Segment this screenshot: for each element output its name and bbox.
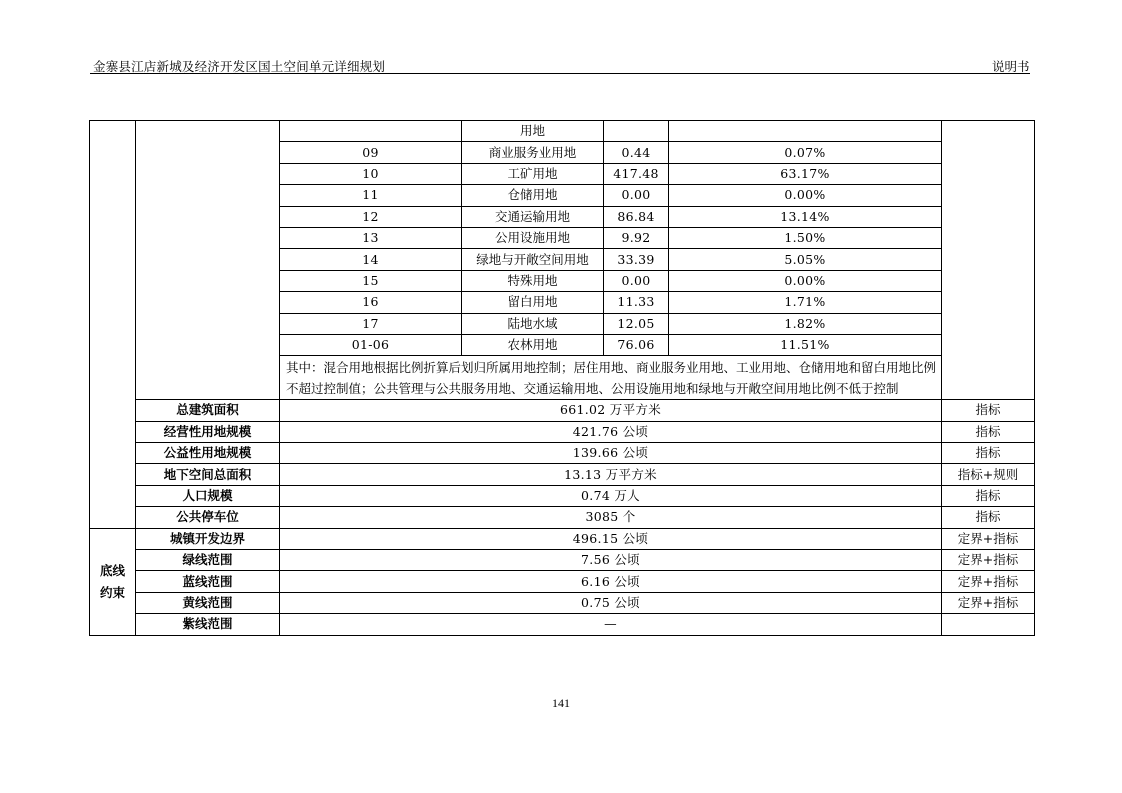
land-code-cell: 01-06 — [280, 334, 462, 355]
indicator-label: 公共停车位 — [136, 507, 280, 528]
baseline-type: 定界+指标 — [942, 571, 1035, 592]
control-type-cell — [942, 121, 1035, 400]
indicator-value: 3085 个 — [280, 507, 942, 528]
land-code-cell: 11 — [280, 185, 462, 206]
land-name-cell: 工矿用地 — [462, 163, 604, 184]
indicator-type: 指标 — [942, 485, 1035, 506]
land-pct-cell: 5.05% — [669, 249, 942, 270]
indicator-value: 139.66 公顷 — [280, 443, 942, 464]
baseline-value: 6.16 公顷 — [280, 571, 942, 592]
land-name-cell: 用地 — [462, 121, 604, 142]
land-code-cell: 09 — [280, 142, 462, 163]
indicator-row — [90, 485, 1035, 506]
baseline-value: — — [280, 614, 942, 635]
indicator-label: 总建筑面积 — [136, 400, 280, 421]
land-code-cell: 16 — [280, 292, 462, 313]
land-code-cell — [280, 121, 462, 142]
header-divider — [90, 73, 1030, 74]
land-pct-cell — [669, 121, 942, 142]
land-pct-cell: 1.71% — [669, 292, 942, 313]
baseline-label: 黄线范围 — [136, 592, 280, 613]
land-area-cell: 9.92 — [604, 227, 669, 248]
land-area-cell: 76.06 — [604, 334, 669, 355]
indicator-type: 指标 — [942, 421, 1035, 442]
baseline-label: 绿线范围 — [136, 550, 280, 571]
land-pct-cell: 0.00% — [669, 185, 942, 206]
planning-indicator-table — [89, 120, 1035, 636]
baseline-row — [90, 571, 1035, 592]
baseline-row — [90, 528, 1035, 549]
land-code-cell: 14 — [280, 249, 462, 270]
land-pct-cell: 11.51% — [669, 334, 942, 355]
table-row — [90, 121, 1035, 142]
indicator-row — [90, 464, 1035, 485]
land-name-cell: 陆地水域 — [462, 313, 604, 334]
baseline-label: 城镇开发边界 — [136, 528, 280, 549]
baseline-group-label — [90, 528, 136, 635]
baseline-type: 定界+指标 — [942, 550, 1035, 571]
land-code-cell: 15 — [280, 270, 462, 291]
land-area-cell: 11.33 — [604, 292, 669, 313]
document-type: 说明书 — [992, 59, 1030, 74]
land-code-cell: 12 — [280, 206, 462, 227]
land-pct-cell: 0.00% — [669, 270, 942, 291]
land-name-cell: 留白用地 — [462, 292, 604, 313]
page-number: 141 — [552, 696, 570, 710]
land-pct-cell: 0.07% — [669, 142, 942, 163]
indicator-type: 指标 — [942, 400, 1035, 421]
land-code-cell: 17 — [280, 313, 462, 334]
indicator-label: 地下空间总面积 — [136, 464, 280, 485]
indicator-label: 人口规模 — [136, 485, 280, 506]
indicator-row — [90, 400, 1035, 421]
baseline-label: 蓝线范围 — [136, 571, 280, 592]
baseline-group-label-line: 约束 — [99, 584, 125, 600]
baseline-group-label-line: 底线 — [99, 562, 125, 578]
land-area-cell: 86.84 — [604, 206, 669, 227]
baseline-value: 496.15 公顷 — [280, 528, 942, 549]
baseline-row — [90, 592, 1035, 613]
land-pct-cell: 13.14% — [669, 206, 942, 227]
baseline-type — [942, 614, 1035, 635]
section-label-cell — [90, 121, 136, 529]
land-area-cell: 12.05 — [604, 313, 669, 334]
land-name-cell: 绿地与开敞空间用地 — [462, 249, 604, 270]
indicator-row — [90, 443, 1035, 464]
baseline-type: 定界+指标 — [942, 528, 1035, 549]
land-pct-cell: 63.17% — [669, 163, 942, 184]
indicator-value: 421.76 公顷 — [280, 421, 942, 442]
land-name-cell: 农林用地 — [462, 334, 604, 355]
land-area-cell: 417.48 — [604, 163, 669, 184]
baseline-value: 7.56 公顷 — [280, 550, 942, 571]
land-area-cell — [604, 121, 669, 142]
land-code-cell: 13 — [280, 227, 462, 248]
indicator-type: 指标+规则 — [942, 464, 1035, 485]
table-body — [90, 121, 1035, 636]
indicator-value: 0.74 万人 — [280, 485, 942, 506]
land-name-cell: 交通运输用地 — [462, 206, 604, 227]
land-name-cell: 仓储用地 — [462, 185, 604, 206]
indicator-value: 661.02 万平方米 — [280, 400, 942, 421]
document-title: 金寨县江店新城及经济开发区国土空间单元详细规划 — [93, 59, 386, 74]
baseline-value: 0.75 公顷 — [280, 592, 942, 613]
land-area-cell: 33.39 — [604, 249, 669, 270]
indicator-label: 公益性用地规模 — [136, 443, 280, 464]
land-name-cell: 特殊用地 — [462, 270, 604, 291]
indicator-label: 经营性用地规模 — [136, 421, 280, 442]
indicator-value: 13.13 万平方米 — [280, 464, 942, 485]
baseline-label: 紫线范围 — [136, 614, 280, 635]
indicator-type: 指标 — [942, 507, 1035, 528]
land-area-cell: 0.00 — [604, 270, 669, 291]
baseline-type: 定界+指标 — [942, 592, 1035, 613]
baseline-row — [90, 614, 1035, 635]
land-pct-cell: 1.50% — [669, 227, 942, 248]
land-name-cell: 公用设施用地 — [462, 227, 604, 248]
land-pct-cell: 1.82% — [669, 313, 942, 334]
indicator-type: 指标 — [942, 443, 1035, 464]
category-label-cell — [136, 121, 280, 400]
land-code-cell: 10 — [280, 163, 462, 184]
land-area-cell: 0.44 — [604, 142, 669, 163]
indicator-row — [90, 421, 1035, 442]
baseline-row — [90, 550, 1035, 571]
land-area-cell: 0.00 — [604, 185, 669, 206]
land-name-cell: 商业服务业用地 — [462, 142, 604, 163]
indicator-row — [90, 507, 1035, 528]
land-use-note: 其中：混合用地根据比例折算后划归所属用地控制；居住用地、商业服务业用地、工业用地、仓储用地和留白用地比例不超过控制值；公共管理与公共服务用地、交通运输用地、公用设施用地和绿地与开敞空间用地比例不低于控制 — [280, 356, 942, 400]
